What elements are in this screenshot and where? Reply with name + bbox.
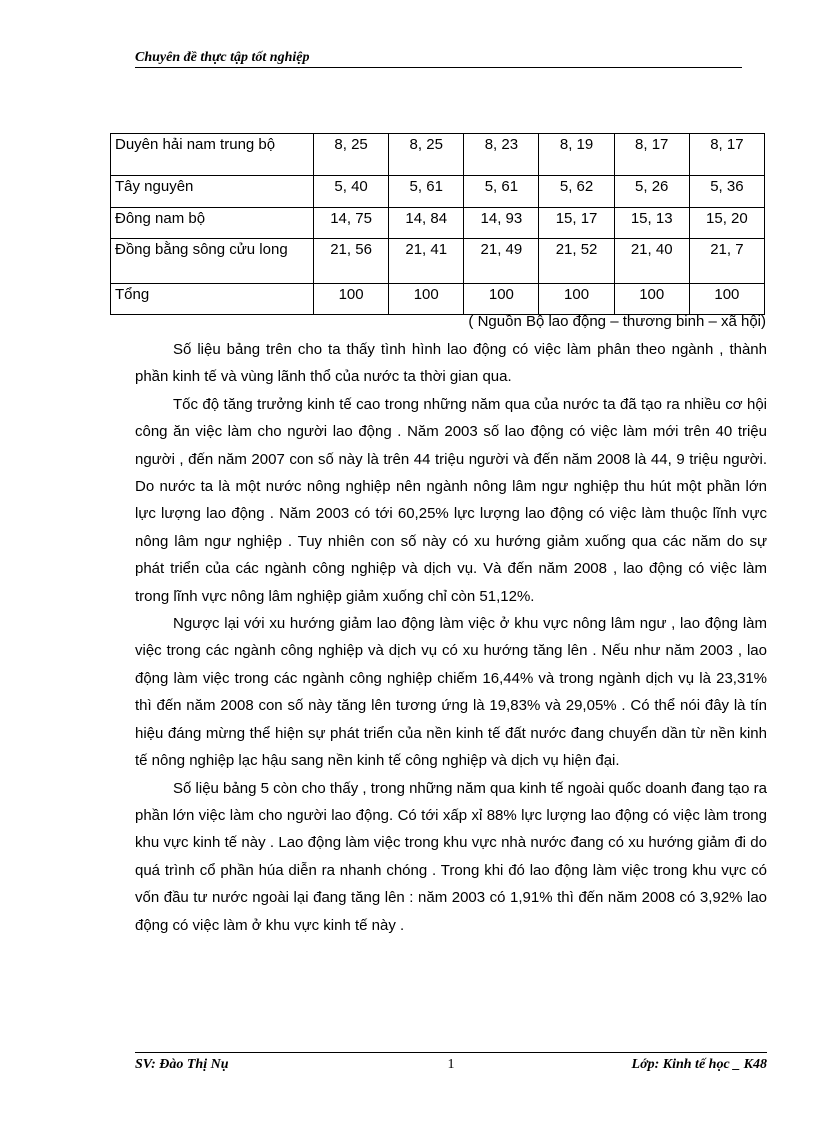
body-text xyxy=(135,336,767,939)
value-cell: 5, 26 xyxy=(614,176,689,208)
labor-distribution-table xyxy=(110,133,765,315)
paragraph: Số liệu bảng trên cho ta thấy tình hình lao động có việc làm phân theo ngành , thành phần kinh tế và vùng lãnh thổ của nước ta thời gian qua. xyxy=(135,341,767,386)
paragraph: Ngược lại với xu hướng giảm lao động làm việc ở khu vực nông lâm ngư , lao động làm việc trong các ngành công nghiệp và dịch vụ có xu hướng tăng lên . Nếu như năm 2003 , lao động làm việc trong các ngành công nghiệp chiếm 16,44% và trong ngành dịch vụ là 23,31% thì đến năm 2008 con số này tăng lên tương ứng là 19,83% và 29,05% . Có thể nói đây là tín hiệu đáng mừng thể hiện sự phát triển của nền kinh tế đất nước đang chuyển dần từ nền kinh tế nông nghiệp lạc hậu sang nền kinh tế công nghiệp và dịch vụ hiện đại. xyxy=(135,615,767,770)
value-cell: 21, 56 xyxy=(314,239,389,284)
value-cell: 8, 17 xyxy=(614,134,689,176)
class-name: Lớp: Kinh tế học _ K48 xyxy=(631,1057,767,1072)
table-row xyxy=(111,208,765,239)
value-cell: 15, 20 xyxy=(689,208,764,239)
student-name: SV: Đào Thị Nụ xyxy=(135,1057,229,1072)
page-header xyxy=(135,50,742,68)
value-cell: 8, 23 xyxy=(464,134,539,176)
paragraph: Số liệu bảng 5 còn cho thấy , trong những năm qua kinh tế ngoài quốc doanh đang tạo ra phần lớn việc làm cho người lao động. Có tới xấp xỉ 88% lực lượng lao động có việc làm trong khu vực kinh tế này . Lao động làm việc trong khu vực nhà nước đang có xu hướng giảm đi do quá trình cổ phần húa diễn ra nhanh chóng . Trong khi đó lao động làm việc trong khu vực có vốn đầu tư nước ngoài lại đang tăng lên : năm 2003 có 1,91% thì đến năm 2008 có 3,92% lao động có việc làm ở khu vực kinh tế này . xyxy=(135,779,767,934)
page-footer xyxy=(135,1052,767,1077)
table-row xyxy=(111,176,765,208)
paragraph: Tốc độ tăng trưởng kinh tế cao trong những năm qua của nước ta đã tạo ra nhiều cơ hội công ăn việc làm cho người lao động . Năm 2003 số lao động có việc làm mới trên 40 triệu người , đến năm 2007 con số này là trên 44 triệu người và đến năm 2008 là 44, 9 triệu người. Do nước ta là một nước nông nghiệp nên ngành nông lâm ngư nghiệp thu hút một phần lớn lực lượng lao động . Năm 2003 có tới 60,25% lực lượng lao động có việc làm thuộc lĩnh vực nông lâm ngư nghiệp . Tuy nhiên con số này có xu hướng giảm xuống qua các năm do sự phát triển của các ngành công nghiệp và dịch vụ. Và đến năm 2008 , lao động có việc làm trong lĩnh vực nông lâm nghiệp giảm xuống chỉ còn 51,12%. xyxy=(135,395,767,605)
value-cell: 21, 7 xyxy=(689,239,764,284)
region-cell: Đồng bằng sông cửu long xyxy=(111,239,314,284)
value-cell: 21, 49 xyxy=(464,239,539,284)
page-number: 1 xyxy=(447,1057,455,1072)
region-cell: Tây nguyên xyxy=(111,176,314,208)
value-cell: 8, 25 xyxy=(389,134,464,176)
table-row xyxy=(111,134,765,176)
value-cell: 14, 93 xyxy=(464,208,539,239)
value-cell: 100 xyxy=(314,284,389,315)
value-cell: 5, 62 xyxy=(539,176,614,208)
value-cell: 14, 84 xyxy=(389,208,464,239)
region-cell: Tổng xyxy=(111,284,314,315)
value-cell: 8, 17 xyxy=(689,134,764,176)
value-cell: 100 xyxy=(539,284,614,315)
value-cell: 5, 61 xyxy=(464,176,539,208)
document-title: Chuyên đề thực tập tốt nghiệp xyxy=(135,50,310,65)
value-cell: 5, 40 xyxy=(314,176,389,208)
value-cell: 100 xyxy=(464,284,539,315)
value-cell: 100 xyxy=(689,284,764,315)
table-row xyxy=(111,284,765,315)
value-cell: 100 xyxy=(614,284,689,315)
value-cell: 21, 40 xyxy=(614,239,689,284)
table-source-note: ( Nguồn Bộ lao động – thương binh – xã hội) xyxy=(468,313,766,330)
region-cell: Duyên hải nam trung bộ xyxy=(111,134,314,176)
value-cell: 8, 25 xyxy=(314,134,389,176)
region-cell: Đông nam bộ xyxy=(111,208,314,239)
value-cell: 14, 75 xyxy=(314,208,389,239)
value-cell: 5, 36 xyxy=(689,176,764,208)
value-cell: 8, 19 xyxy=(539,134,614,176)
value-cell: 15, 17 xyxy=(539,208,614,239)
table-row xyxy=(111,239,765,284)
value-cell: 21, 52 xyxy=(539,239,614,284)
value-cell: 15, 13 xyxy=(614,208,689,239)
value-cell: 5, 61 xyxy=(389,176,464,208)
value-cell: 21, 41 xyxy=(389,239,464,284)
value-cell: 100 xyxy=(389,284,464,315)
